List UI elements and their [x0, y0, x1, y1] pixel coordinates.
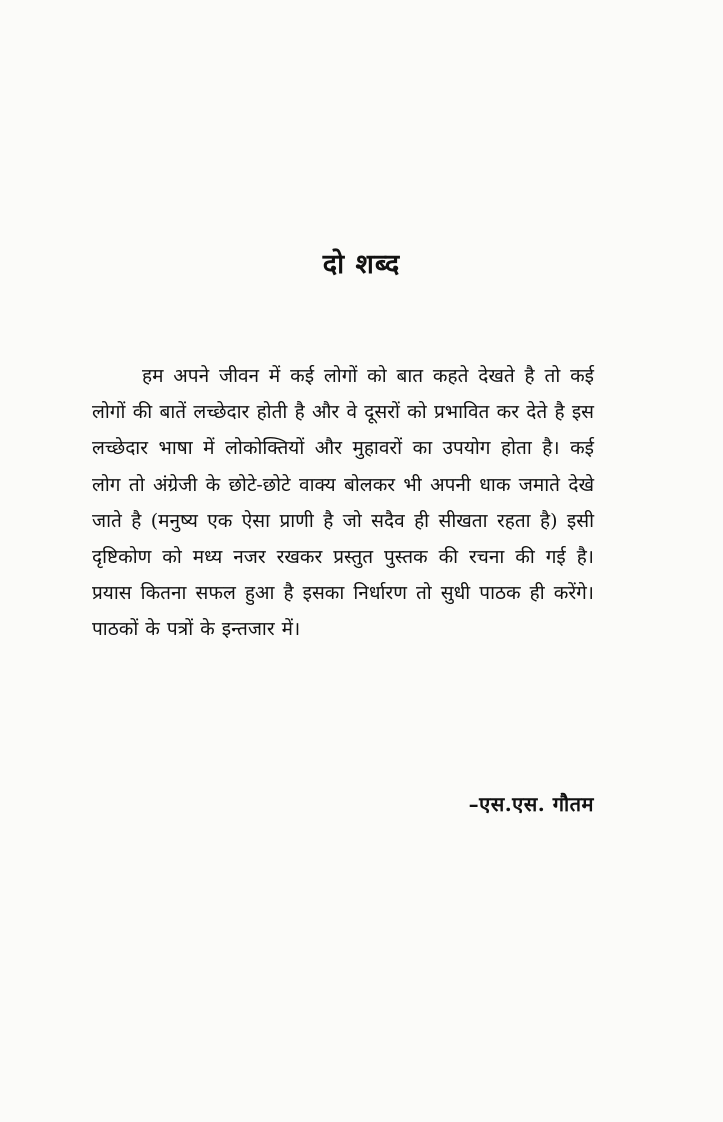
author-signature: –एस.एस. गौतम: [468, 792, 594, 816]
body-paragraph: हम अपने जीवन में कई लोगों को बात कहते देखते है तो कई लोगों की बातें लच्छेदार होती है और वे दूसरों को प्रभावित कर देते है इस लच्छेदार भाषा में लोकोक्तियों और मुहावरों का उपयोग होता है। कई लोग तो अंग्रेजी के छोटे-छोटे वाक्य बोलकर भी अपनी धाक जमाते देखे जाते है (मनुष्य एक ऐसा प्राणी है जो सदैव ही सीखता रहता है) इसी दृष्टिकोण को मध्य नजर रखकर प्रस्तुत पुस्तक की रचना की गई है। प्रयास कितना सफल हुआ है इसका निर्धारण तो सुधी पाठक ही करेंगे। पाठकों के पत्रों के इन्तजार में।: [92, 365, 594, 641]
page-heading: दो शब्द: [322, 249, 401, 280]
